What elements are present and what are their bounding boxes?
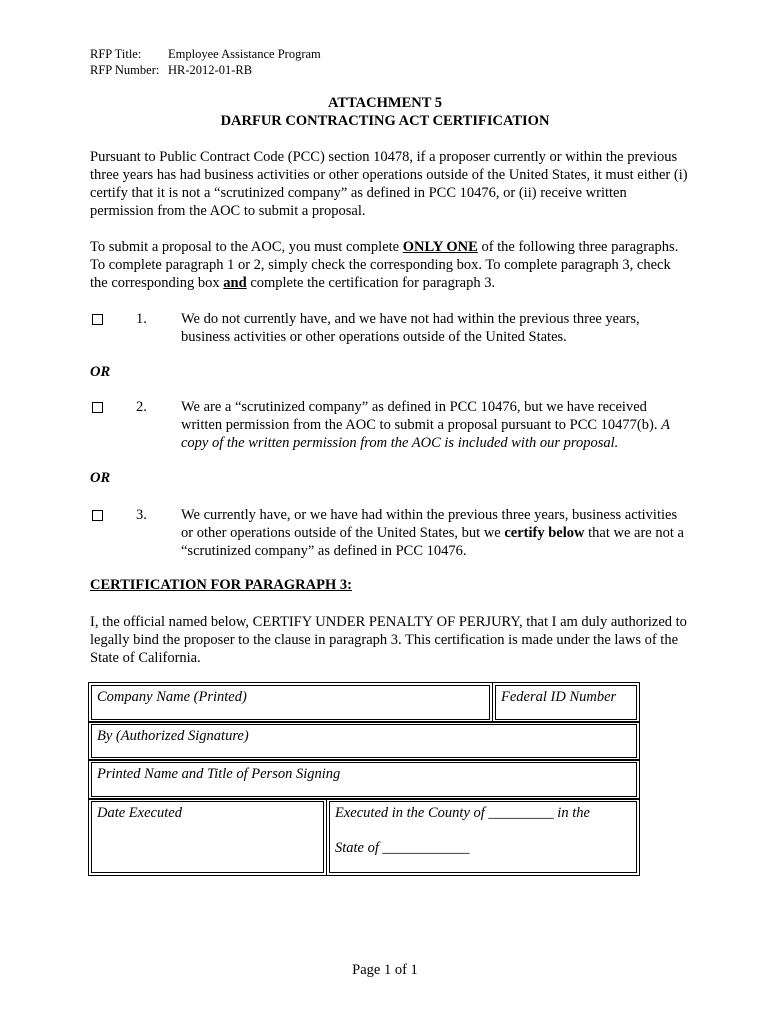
option-2-text: We are a “scrutinized company” as defined in PCC 10476, but we have received written permission from the AOC to submit a proposal pursuant to PCC 10477(b). [181,399,658,433]
option-3-number: 3. [136,507,147,523]
signature-label: By (Authorized Signature) [97,728,249,744]
page-number: Page 1 of 1 [352,962,418,978]
instructions-part-e: complete the certification for paragraph 3. [246,275,496,291]
document-title: DARFUR CONTRACTING ACT CERTIFICATION [220,113,550,129]
option-1-number: 1. [136,311,147,327]
county-state-field[interactable] [329,801,637,873]
option-2-italic-note: A copy of the written permission from the AOC is included with our proposal. [181,417,670,451]
and-emphasis: and [223,275,247,291]
state-label: State of ____________ [335,840,470,856]
certification-heading: CERTIFICATION FOR PARAGRAPH 3: [90,577,352,593]
signature-field[interactable] [91,724,637,758]
option-1-text: We do not currently have, and we have not had within the previous three years, business activities or other operations outside of the United States. [181,311,640,345]
option-1-checkbox[interactable] [92,314,103,325]
option-3-text-a: We currently have, or we have had within the previous three years, business activities or other operations outside of the United States, but we [181,507,678,541]
rfp-title-line [90,46,321,62]
only-one-emphasis: ONLY ONE [402,239,478,255]
date-executed-label: Date Executed [97,805,182,821]
option-3-text-block [181,506,691,560]
company-name-label: Company Name (Printed) [97,689,247,705]
instructions-part-c: of the following three paragraphs. To complete paragraph 1 or 2, simply check the corresponding box. To complete paragraph 3, check the corresponding box [90,239,679,291]
county-label: Executed in the County of _________ in the [335,805,590,821]
company-name-field[interactable] [91,685,490,720]
rfp-title-label: RFP Title: [90,47,142,61]
certify-below-emphasis: certify below [504,525,585,541]
option-3-text-c: that we are not a “scrutinized company” as defined in PCC 10476. [181,525,684,559]
instructions-paragraph [90,238,690,292]
attachment-title: ATTACHMENT 5 [328,95,442,111]
rfp-number-line [90,62,252,78]
instructions-part-a: To submit a proposal to the AOC, you must complete [90,239,403,255]
option-2-text-block [181,398,691,452]
federal-id-label: Federal ID Number [501,689,617,705]
intro-paragraph: Pursuant to Public Contract Code (PCC) section 10478, if a proposer currently or within the previous three years has had business activities or other operations outside of the United States, it must either (i) certify that it is not a “scrutinized company” as defined in PCC 10476, or (ii) receive written permission from the AOC to submit a proposal. [90,149,688,219]
rfp-number-value: HR-2012-01-RB [168,63,253,77]
or-label-1: OR [90,364,111,380]
option-3-checkbox[interactable] [92,510,103,521]
date-executed-field[interactable] [91,801,324,873]
option-2-number: 2. [136,399,147,415]
printed-name-label: Printed Name and Title of Person Signing [97,766,341,782]
or-label-2: OR [90,470,111,486]
option-2-checkbox[interactable] [92,402,103,413]
rfp-number-label: RFP Number: [90,63,160,77]
federal-id-field[interactable] [495,685,637,720]
certification-text: I, the official named below, CERTIFY UNDER PENALTY OF PERJURY, that I am duly authorized to legally bind the proposer to the clause in paragraph 3. This certification is made under the laws of the State of California. [90,614,687,666]
rfp-title-value: Employee Assistance Program [168,47,321,61]
printed-name-field[interactable] [91,762,637,797]
